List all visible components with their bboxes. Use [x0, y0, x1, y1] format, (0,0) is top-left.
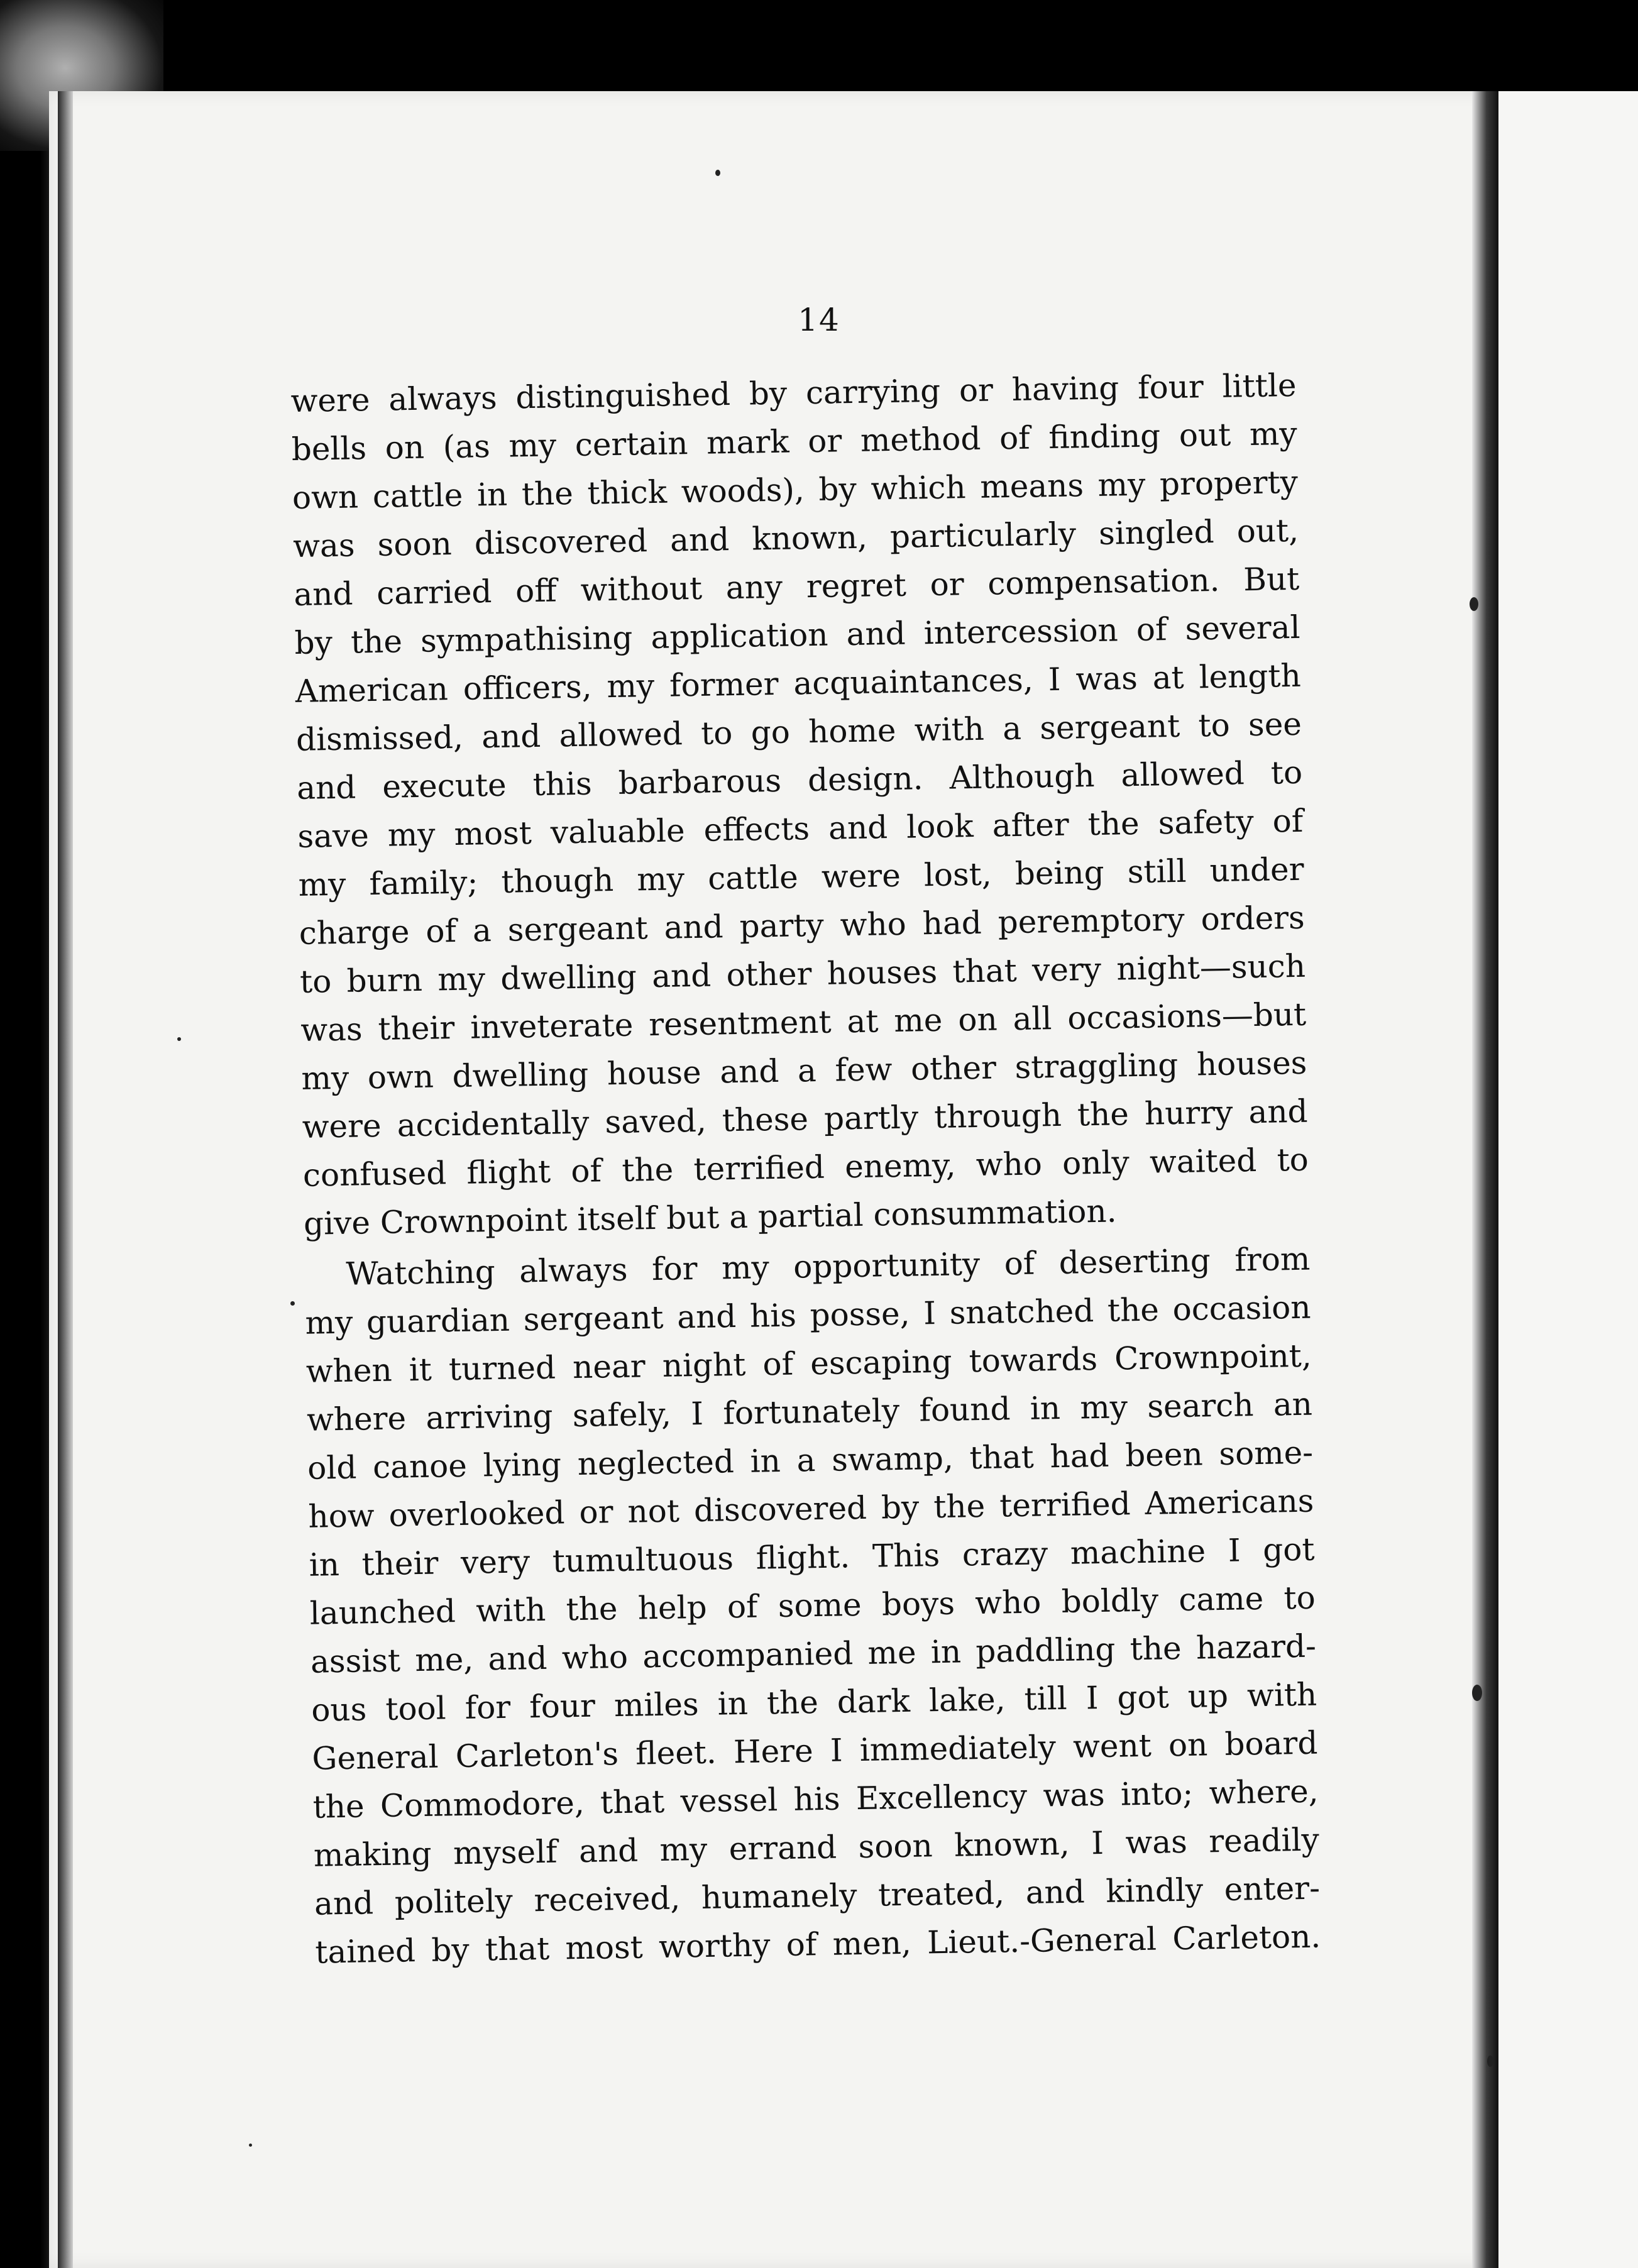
- text-line: dismissed, and allowed to go home with a sergeant to see: [295, 705, 1302, 758]
- text-line: was their inveterate resentment at me on all occasions—but: [300, 996, 1307, 1049]
- text-line: when it turned near night of escaping towards Crownpoint,: [305, 1337, 1312, 1390]
- text-line: American officers, my former acquaintances, I was at length: [295, 657, 1302, 710]
- text-line: where arriving safely, I fortunately found in my search an: [306, 1385, 1313, 1438]
- text-line: General Carleton's fleet. Here I immediately went on board: [312, 1724, 1318, 1777]
- ink-speck: [177, 1037, 181, 1041]
- text-line: by the sympathising application and intercession of several: [294, 608, 1300, 661]
- text-line: give Crownpoint itself but a partial consummation.: [303, 1192, 1117, 1242]
- text-line: confused flight of the terrified enemy, who only waited to: [302, 1141, 1309, 1194]
- text-line: own cattle in the thick woods), by which means my property: [292, 463, 1299, 516]
- text-line: was soon discovered and known, particularly singled out,: [292, 512, 1299, 564]
- text-line: in their very tumultuous flight. This crazy machine I got: [309, 1531, 1315, 1583]
- paragraph: [290, 361, 1310, 1248]
- text-line: old canoe lying neglected in a swamp, that had been some-: [307, 1434, 1314, 1487]
- text-line: were accidentally saved, these partly through the hurry and: [302, 1093, 1308, 1145]
- body-text: [290, 361, 1321, 1977]
- text-line: launched with the help of some boys who boldly came to: [309, 1579, 1316, 1632]
- ink-speck: [1470, 597, 1478, 611]
- ink-speck: [1472, 1685, 1482, 1701]
- text-line: my own dwelling house and a few other straggling houses: [301, 1044, 1307, 1097]
- text-line: Watching always for my opportunity of deserting from: [345, 1240, 1311, 1292]
- text-line: to burn my dwelling and other houses that very night—such: [299, 947, 1306, 1000]
- text-line: the Commodore, that vessel his Excellency was into; where,: [312, 1773, 1319, 1825]
- text-line: charge of a sergeant and party who had peremptory orders: [299, 899, 1305, 952]
- text-line: save my most valuable effects and look after the safety of: [297, 802, 1304, 855]
- text-line: ous tool for four miles in the dark lake, till I got up with: [311, 1676, 1317, 1729]
- text-line: and execute this barbarous design. Although allowed to: [296, 754, 1303, 806]
- ink-speck: [249, 2144, 252, 2147]
- ink-speck: [715, 170, 720, 176]
- binding-edge: [58, 91, 73, 2268]
- text-line: bells on (as my certain mark or method of finding out my: [291, 415, 1298, 468]
- page-number: 14: [798, 302, 840, 338]
- text-line: how overlooked or not discovered by the terrified Americans: [308, 1482, 1314, 1535]
- text-line: my family; though my cattle were lost, being still under: [298, 851, 1304, 903]
- text-line: tained by that most worthy of men, Lieut.-General Carleton.: [314, 1918, 1321, 1971]
- text-line: my guardian sergeant and his posse, I snatched the occasion: [305, 1289, 1311, 1341]
- text-line: making myself and my errand soon known, I was readily: [313, 1821, 1320, 1874]
- ink-speck: [1487, 2056, 1493, 2067]
- facing-page-strip: [1498, 91, 1638, 2268]
- text-line: and carried off without any regret or compensation. But: [293, 560, 1300, 613]
- text-line: were always distinguished by carrying or having four little: [290, 366, 1297, 419]
- text-line: assist me, and who accompanied me in paddling the hazard-: [310, 1627, 1317, 1680]
- page-edge-right: [1472, 91, 1498, 2268]
- text-line: and politely received, humanely treated, and kindly enter-: [314, 1869, 1321, 1922]
- paragraph: [304, 1235, 1321, 1977]
- ink-speck: [290, 1301, 295, 1306]
